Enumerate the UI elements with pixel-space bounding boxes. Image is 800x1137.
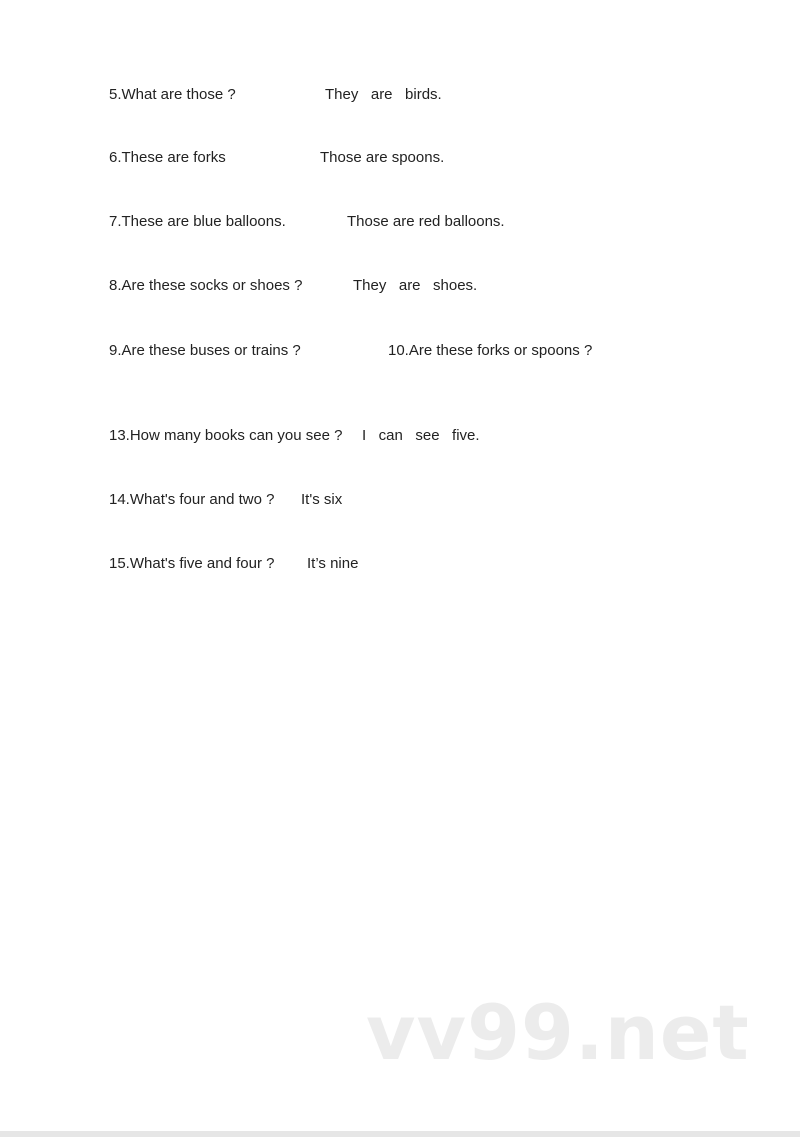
question-8: 8.Are these socks or shoes ? (109, 277, 303, 294)
question-10: 10.Are these forks or spoons ? (388, 342, 593, 359)
question-7: 7.These are blue balloons. (109, 213, 286, 230)
question-14: 14.What's four and two ? (109, 491, 275, 508)
answer-5: They are birds. (325, 86, 442, 103)
watermark: vv99.net (366, 988, 750, 1077)
answer-7: Those are red balloons. (347, 213, 505, 230)
page-bottom-edge (0, 1131, 800, 1137)
answer-6: Those are spoons. (320, 149, 445, 166)
question-15: 15.What's five and four ? (109, 555, 275, 572)
question-6: 6.These are forks (109, 149, 226, 166)
answer-13: I can see five. (362, 427, 480, 444)
answer-15: It’s nine (307, 555, 359, 572)
question-9: 9.Are these buses or trains ? (109, 342, 301, 359)
answer-14: It's six (301, 491, 343, 508)
question-5: 5.What are those ? (109, 86, 236, 103)
question-13: 13.How many books can you see ? (109, 427, 343, 444)
answer-8: They are shoes. (353, 277, 478, 294)
